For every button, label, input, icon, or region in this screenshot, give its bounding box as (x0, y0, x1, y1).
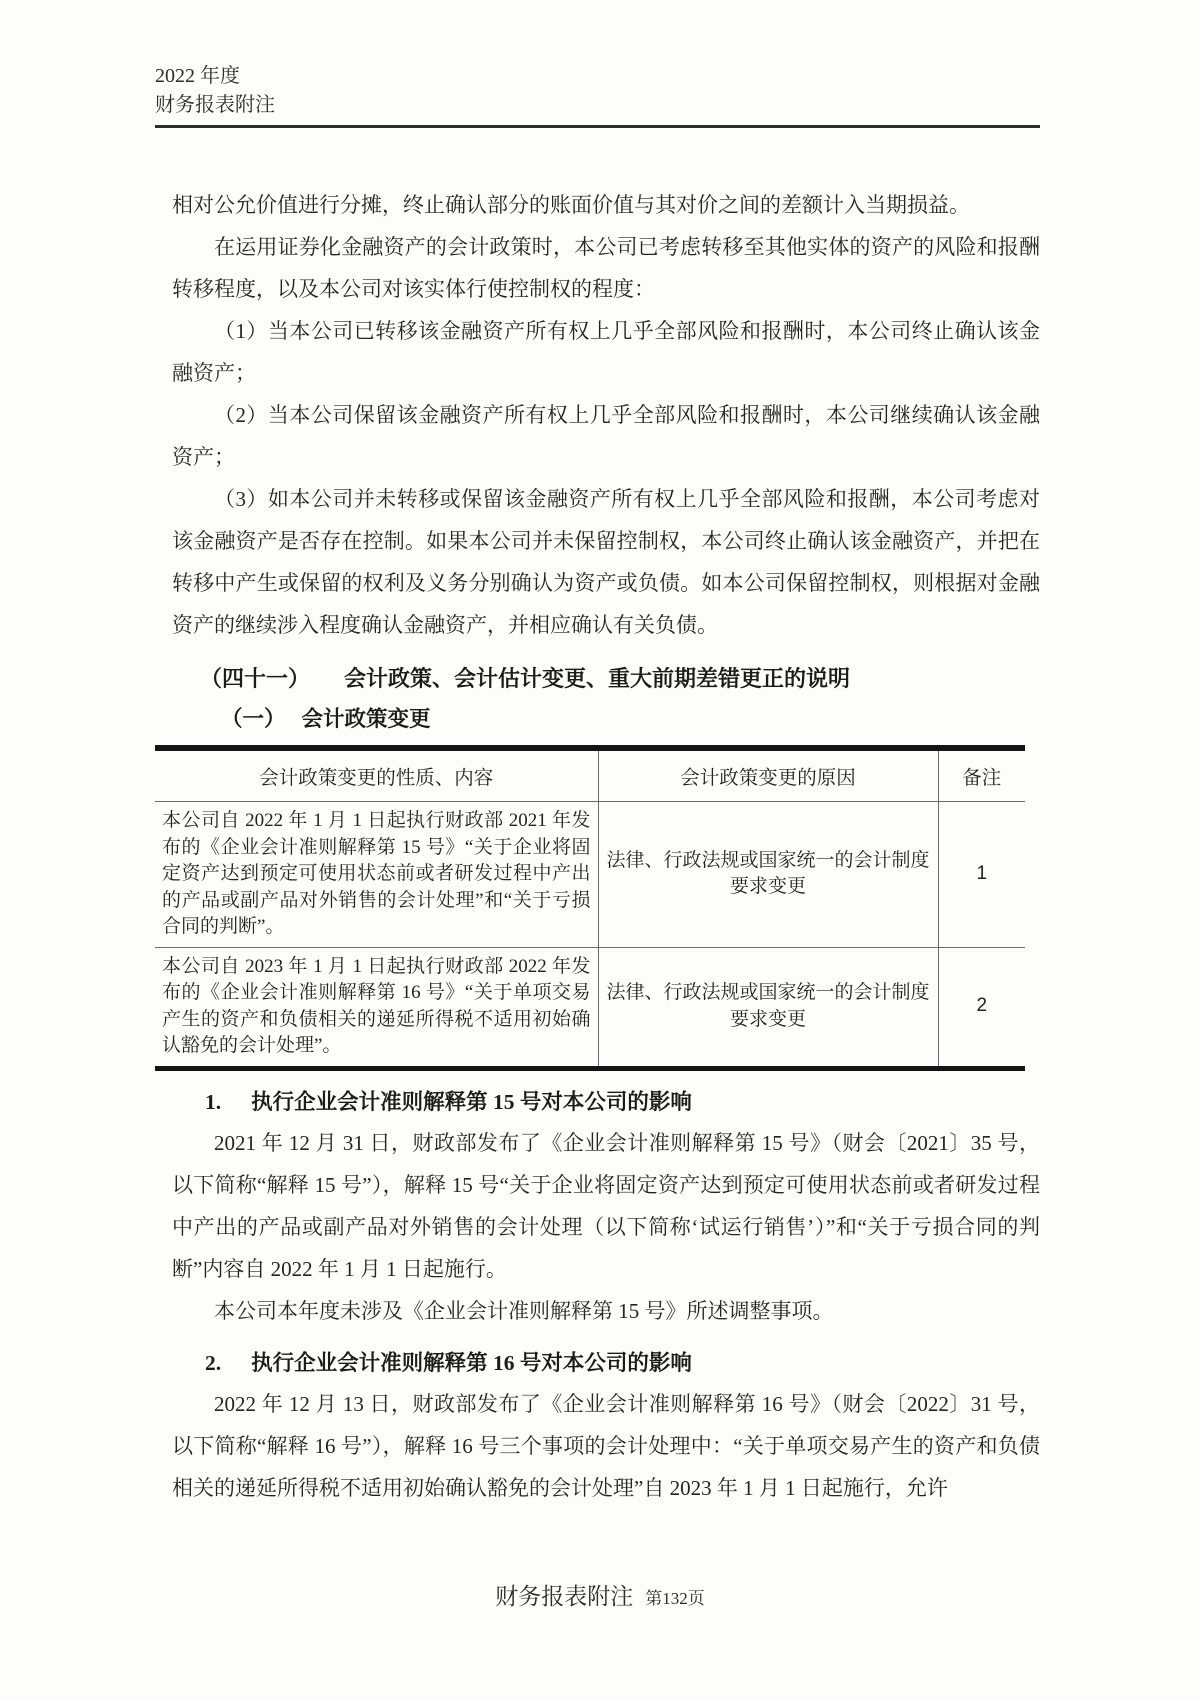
col-header-note: 备注 (938, 748, 1025, 802)
impact-title: 执行企业会计准则解释第 16 号对本公司的影响 (251, 1350, 692, 1375)
subsection-heading-1 (221, 702, 1040, 733)
impact-number: 2. (205, 1350, 222, 1375)
document-body (155, 184, 1040, 1509)
impact-heading-1 (205, 1085, 1040, 1116)
paragraph: 2021 年 12 月 31 日，财政部发布了《企业会计准则解释第 15 号》（财会〔2021〕35 号，以下简称“解释 15 号”），解释 15 号“关于企业将固定资产达到预定可使用状态前或者研发过程中产出的产品或副产品对外销售的会计处理（以下简称‘试运行销售’）”和“关于亏损合同的判断”内容自 2022 年 1 月 1 日起施行。 (172, 1130, 1040, 1281)
paragraph: 本公司本年度未涉及《企业会计准则解释第 15 号》所述调整事项。 (214, 1298, 834, 1323)
paragraph-continuation: 相对公允价值进行分摊，终止确认部分的账面价值与其对价之间的差额计入当期损益。 (172, 193, 970, 217)
footer-title: 财务报表附注 (495, 1584, 634, 1609)
paragraph-item-3: （3）如本公司并未转移或保留该金融资产所有权上几乎全部风险和报酬，本公司考虑对该金融资产是否存在控制。如果本公司并未保留控制权，本公司终止确认该金融资产，并把在转移中产生或保留的权利及义务分别确认为资产或负债。如本公司保留控制权，则根据对金融资产的继续涉入程度确认金融资产，并相应确认有关负债。 (172, 487, 1040, 637)
table-row (155, 802, 1025, 948)
subsection-title: 会计政策变更 (301, 707, 431, 731)
header-rule (155, 125, 1040, 128)
col-header-nature: 会计政策变更的性质、内容 (155, 748, 598, 802)
section-title: 会计政策、会计估计变更、重大前期差错更正的说明 (344, 666, 851, 691)
impact-heading-2 (205, 1346, 1040, 1377)
cell-note: 2 (938, 947, 1025, 1068)
paragraph: 在运用证券化金融资产的会计政策时，本公司已考虑转移至其他实体的资产的风险和报酬转移程度，以及本公司对该实体行使控制权的程度： (172, 235, 1040, 301)
policy-change-table (155, 745, 1025, 1071)
impact-number: 1. (205, 1089, 222, 1114)
paragraph-item-1: （1）当本公司已转移该金融资产所有权上几乎全部风险和报酬时，本公司终止确认该金融资产； (172, 319, 1040, 385)
section-heading-41 (200, 662, 1040, 693)
report-title: 财务报表附注 (155, 94, 275, 116)
cell-reason: 法律、行政法规或国家统一的会计制度要求变更 (598, 802, 938, 948)
table-row (155, 947, 1025, 1068)
cell-note: 1 (938, 802, 1025, 948)
cell-nature: 本公司自 2023 年 1 月 1 日起执行财政部 2022 年发布的《企业会计准则解释第 16 号》“关于单项交易产生的资产和负债相关的递延所得税不适用初始确认豁免的会计处理”。 (155, 947, 598, 1068)
col-header-reason: 会计政策变更的原因 (598, 748, 938, 802)
subsection-number: （一） (221, 707, 286, 731)
paragraph: 2022 年 12 月 13 日，财政部发布了《企业会计准则解释第 16 号》（财会〔2022〕31 号，以下简称“解释 16 号”），解释 16 号三个事项的会计处理中：“关于单项交易产生的资产和负债相关的递延所得税不适用初始确认豁免的会计处理”自 2023 年 1 月 1 日起施行，允许 (172, 1391, 1040, 1500)
footer-page-number: 第132页 (645, 1589, 705, 1608)
cell-reason: 法律、行政法规或国家统一的会计制度要求变更 (598, 947, 938, 1068)
section-number: （四十一） (200, 666, 311, 691)
paragraph-item-2: （2）当本公司保留该金融资产所有权上几乎全部风险和报酬时，本公司继续确认该金融资产； (172, 403, 1040, 469)
page-header (155, 0, 1040, 120)
table-header-row (155, 748, 1025, 802)
report-year: 2022 年度 (155, 65, 240, 87)
cell-nature: 本公司自 2022 年 1 月 1 日起执行财政部 2021 年发布的《企业会计准则解释第 15 号》“关于企业将固定资产达到预定可使用状态前或者研发过程中产出的产品或副产品对外销售的会计处理”和“关于亏损合同的判断”。 (162, 810, 591, 937)
page-footer (0, 1578, 1200, 1611)
impact-title: 执行企业会计准则解释第 15 号对本公司的影响 (251, 1089, 692, 1114)
